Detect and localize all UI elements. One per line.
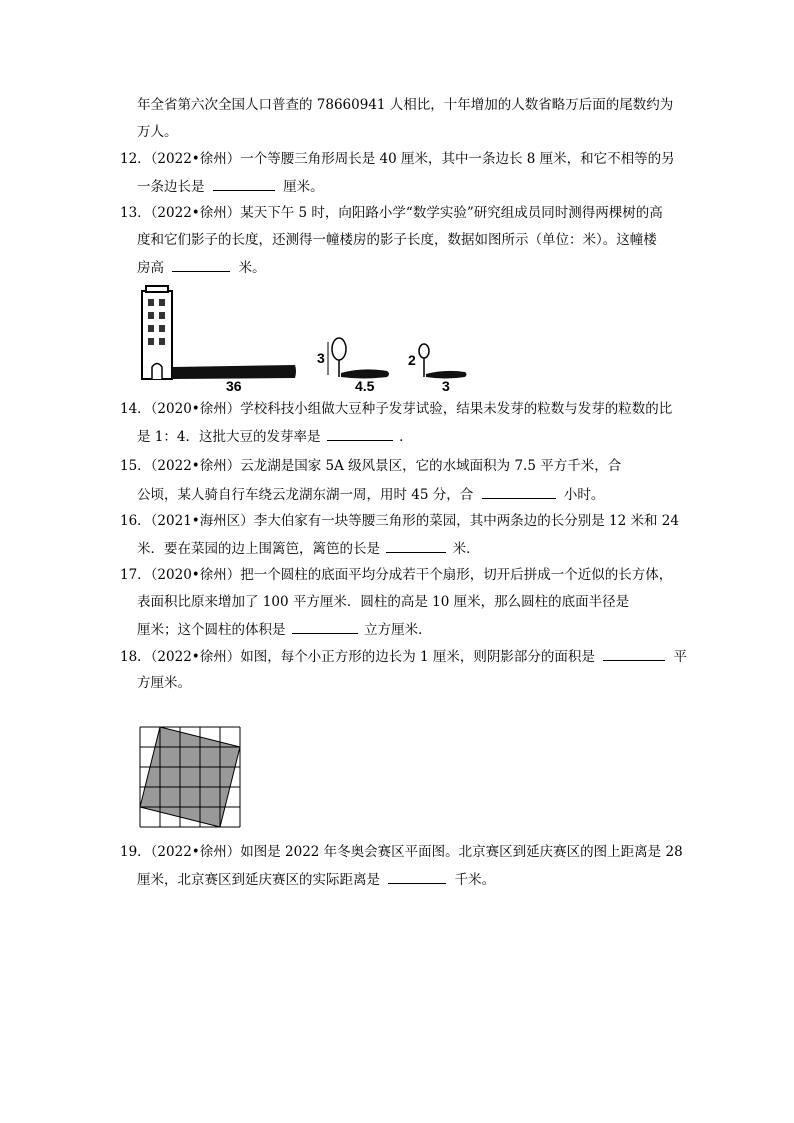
q18-text-b: 平 (673, 649, 688, 665)
tree2-shadow-label: 3 (442, 378, 450, 394)
q18-line1 (120, 646, 687, 667)
tree1-shadow-label: 4.5 (355, 378, 375, 394)
q14-text-b: ． (399, 429, 413, 445)
tree2-height-label: 2 (408, 352, 416, 368)
q12-text-b: 厘米。 (283, 179, 324, 195)
q13-line1: 13．（2022•徐州）某天下午 5 时，向阳路小学“数学实验”研究组成员同时测得两棵树的高 (120, 205, 663, 221)
q19-line2 (137, 869, 495, 890)
q16-text-b: 米． (452, 541, 480, 557)
q15-text-a: 公顷，某人骑自行车绕云龙湖东湖一周，用时 45 分，合 (137, 487, 474, 503)
q19-text-b: 千米。 (454, 872, 496, 888)
q19-answer-blank[interactable] (388, 869, 446, 884)
q18-answer-blank[interactable] (603, 646, 665, 661)
q13-text-b: 米。 (238, 260, 266, 276)
q13-shadow-figure (135, 285, 475, 395)
q16-line1: 16．（2021•海州区）李大伯家有一块等腰三角形的菜园，其中两条边的长分别是 12 米和 24 (120, 513, 679, 529)
tree1-height-label: 3 (317, 350, 325, 366)
q13-answer-blank[interactable] (172, 257, 230, 272)
building-icon (142, 286, 172, 379)
q17-line1: 17．（2020•徐州）把一个圆柱的底面平均分成若干个扇形，切开后拼成一个近似的长方体， (120, 567, 673, 583)
tree-icon (419, 344, 429, 377)
q19-line1: 19．（2022•徐州）如图是 2022 年冬奥会赛区平面图。北京赛区到延庆赛区的图上距离是 28 (120, 844, 683, 860)
q19-text-a: 厘米，北京赛区到延庆赛区的实际距离是 (137, 872, 380, 888)
q13-text-a: 房高 (137, 260, 164, 276)
tree-icon (332, 338, 346, 377)
q12-line1: 12．（2022•徐州）一个等腰三角形周长是 40 厘米，其中一条边长 8 厘米，和它不相等的另 (120, 151, 675, 167)
q11-line2: 万人。 (137, 124, 178, 140)
q14-line2 (137, 426, 413, 447)
q16-line2 (137, 538, 480, 559)
q15-answer-blank[interactable] (482, 484, 556, 499)
q14-line1: 14．（2020•徐州）学校科技小组做大豆种子发芽试验，结果未发芽的粒数与发芽的粒数的比 (120, 401, 673, 417)
q14-text-a: 是 1：4．这批大豆的发芽率是 (137, 429, 321, 445)
q18-text-a: 18．（2022•徐州）如图，每个小正方形的边长为 1 厘米，则阴影部分的面积是 (120, 649, 595, 665)
q15-line2 (137, 484, 604, 505)
q11-line1: 年全省第六次全国人口普查的 78660941 人相比，十年增加的人数省略万后面的尾数约为 (137, 97, 674, 113)
q12-answer-blank[interactable] (213, 176, 275, 191)
q12-text-a: 一条边长是 (137, 179, 205, 195)
q14-answer-blank[interactable] (327, 426, 393, 441)
q16-answer-blank[interactable] (386, 538, 446, 553)
q16-text-a: 米．要在菜园的边上围篱笆，篱笆的长是 (137, 541, 380, 557)
q13-line2: 度和它们影子的长度，还测得一幢楼房的影子长度，数据如图所示（单位：米）。这幢楼 (137, 232, 657, 248)
q17-line3 (137, 619, 432, 640)
q18-line2: 方厘米。 (137, 675, 191, 691)
q15-text-b: 小时。 (563, 487, 605, 503)
q15-line1: 15．（2022•徐州）云龙湖是国家 5A 级风景区，它的水域面积为 7.5 平方千米，合 (120, 458, 622, 474)
q17-text-a: 厘米；这个圆柱的体积是 (137, 622, 286, 638)
building-shadow-label: 36 (226, 378, 242, 394)
q17-line2: 表面积比原来增加了 100 平方厘米．圆柱的高是 10 厘米，那么圆柱的底面半径是 (137, 594, 630, 610)
building-shadow (172, 365, 296, 379)
shaded-square (140, 727, 240, 827)
q17-text-b: 立方厘米． (364, 622, 432, 638)
q17-answer-blank[interactable] (292, 619, 358, 634)
q12-line2 (137, 176, 324, 197)
q13-line3 (137, 257, 266, 278)
q18-grid-figure (139, 726, 241, 828)
